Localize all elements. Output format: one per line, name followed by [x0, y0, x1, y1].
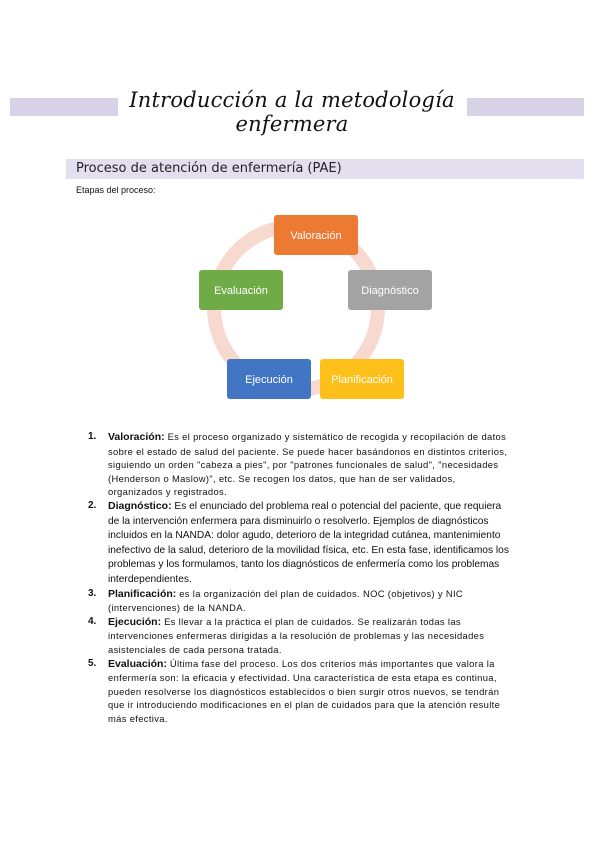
- step-term: Planificación:: [108, 587, 177, 600]
- node-valoracion-label: Valoración: [290, 230, 342, 242]
- step-item: [88, 657, 513, 726]
- step-number: 1.: [88, 431, 97, 442]
- step-term: Ejecución:: [108, 615, 162, 628]
- node-ejecucion-label: Ejecución: [245, 374, 293, 386]
- stages-label: Etapas del proceso:: [76, 185, 156, 195]
- step-term: Valoración:: [108, 431, 165, 443]
- node-evaluacion: [199, 270, 283, 310]
- step-text: Es el enunciado del problema real o potencial del paciente, que requiera de la intervención enfermera para disminuirlo o resolverlo. Ejemplos de diagnósticos incluidos en la NANDA: dolor agudo, deterioro de la integridad cutánea, mantenimiento inefectivo de la salud, deterioro de la movilidad física, etc. En esta fase, identificamos los problemas y los formulamos, tanto los diagnósticos de enfermería como los problemas interdependientes.: [108, 500, 509, 585]
- step-text: Es llevar a la práctica el plan de cuidados. Se realizarán todas las intervenciones enfermeras dirigidas a la resolución de problemas y las necesidades asistenciales de cada persona tratada.: [108, 615, 485, 655]
- step-item: [88, 499, 513, 587]
- step-text: Última fase del proceso. Los dos criterios más importantes que valora la enfermería son: la eficacia y efectividad. Una característica de esta etapa es continua, pueden resolverse los diagnósticos establecidos o bien surgir otros nuevos, se tendrán que ir introduciendo modificaciones en el plan de cuidados para que la atención resulte más efectiva.: [108, 657, 501, 724]
- step-item: [88, 615, 513, 657]
- step-number: 4.: [88, 615, 97, 627]
- step-item: [88, 587, 513, 615]
- step-term: Evaluación:: [108, 657, 167, 670]
- node-planificacion-label: Planificación: [331, 374, 393, 386]
- step-item: [88, 430, 513, 499]
- page-title: Introducción a la metodología enfermera: [129, 88, 455, 136]
- step-number: 3.: [88, 587, 97, 599]
- section-title: Proceso de atención de enfermería (PAE): [76, 161, 342, 176]
- node-ejecucion: [227, 359, 311, 399]
- pae-cycle-diagram: [0, 0, 600, 420]
- node-planificacion: [320, 359, 404, 399]
- step-text: Es el proceso organizado y sistemático de recogida y recopilación de datos sobre el estado de salud del paciente. Se puede hacer basándonos en distintos criterios, siguiendo un orden "cabeza a pies", por "patrones funcionales de salud", "necesidades (Henderson o Maslow)", etc. Se recogen los datos, que han de ser validados, organizados y registrados.: [108, 431, 508, 498]
- step-term: Diagnóstico:: [108, 499, 172, 512]
- node-diagnostico-label: Diagnóstico: [361, 285, 419, 297]
- step-number: 5.: [88, 657, 97, 669]
- node-valoracion: [274, 215, 358, 255]
- node-evaluacion-label: Evaluación: [214, 285, 268, 297]
- step-text: es la organización del plan de cuidados. NOC (objetivos) y NIC (intervenciones) de la NANDA.: [108, 587, 464, 614]
- node-diagnostico: [348, 270, 432, 310]
- step-number: 2.: [88, 499, 97, 511]
- process-steps-list: [88, 430, 513, 725]
